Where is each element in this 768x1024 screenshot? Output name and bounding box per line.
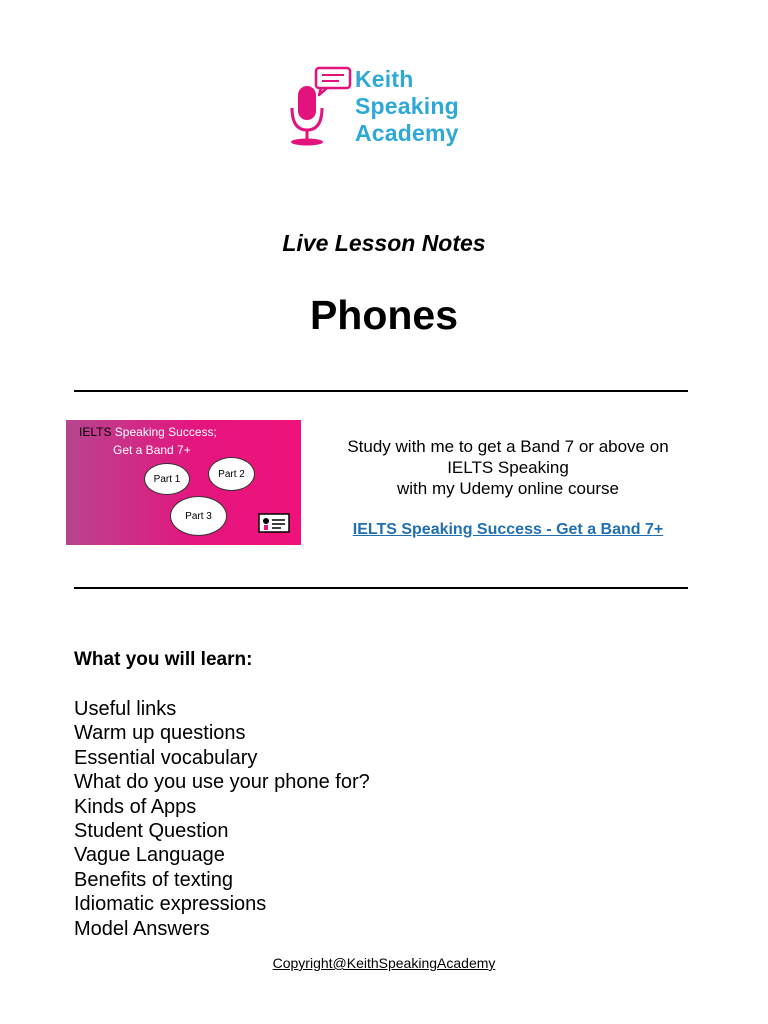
- list-item: Student Question: [74, 820, 229, 843]
- course-promo-text: [312, 436, 704, 499]
- list-item: What do you use your phone for?: [74, 771, 370, 794]
- brand-line: Speaking: [355, 93, 459, 119]
- divider: [74, 390, 688, 392]
- list-item: Idiomatic expressions: [74, 893, 267, 916]
- list-item: Model Answers: [74, 917, 210, 940]
- speech-bubble-part-1: Part 1: [144, 463, 190, 495]
- brand-line: Academy: [355, 120, 459, 146]
- brand-line: Keith: [355, 66, 414, 92]
- brand-name: [355, 66, 459, 147]
- page-title: Phones: [309, 292, 459, 338]
- page-subtitle: Live Lesson Notes: [282, 230, 486, 256]
- speech-bubble-icon: [316, 68, 350, 95]
- list-item: Essential vocabulary: [74, 746, 258, 769]
- speech-bubble-part-3: Part 3: [170, 496, 227, 536]
- divider: [74, 587, 688, 589]
- banner-subtitle: Get a Band 7+: [113, 443, 191, 457]
- promo-line: IELTS Speaking: [447, 458, 569, 477]
- banner-title: [79, 425, 217, 439]
- list-item: Benefits of texting: [74, 868, 233, 891]
- promo-line: Study with me to get a Band 7 or above on: [347, 437, 669, 456]
- copyright-link[interactable]: Copyright@KeithSpeakingAcademy: [272, 955, 496, 971]
- list-item: Warm up questions: [74, 722, 246, 745]
- brand-logo: [287, 64, 487, 154]
- list-item: Kinds of Apps: [74, 795, 197, 818]
- course-banner-image[interactable]: [66, 420, 301, 545]
- banner-title-rest: Speaking Success;: [111, 425, 217, 439]
- promo-line: with my Udemy online course: [396, 479, 620, 498]
- learn-list: [74, 697, 370, 941]
- course-link[interactable]: IELTS Speaking Success - Get a Band 7+: [352, 521, 664, 538]
- certificate-icon: [258, 513, 290, 533]
- list-item: Useful links: [74, 698, 177, 720]
- list-item: Vague Language: [74, 844, 225, 867]
- speech-bubble-part-2: Part 2: [208, 457, 255, 491]
- banner-ielts-word: IELTS: [79, 425, 112, 439]
- microphone-icon: [287, 64, 353, 148]
- learn-heading: What you will learn:: [74, 649, 253, 670]
